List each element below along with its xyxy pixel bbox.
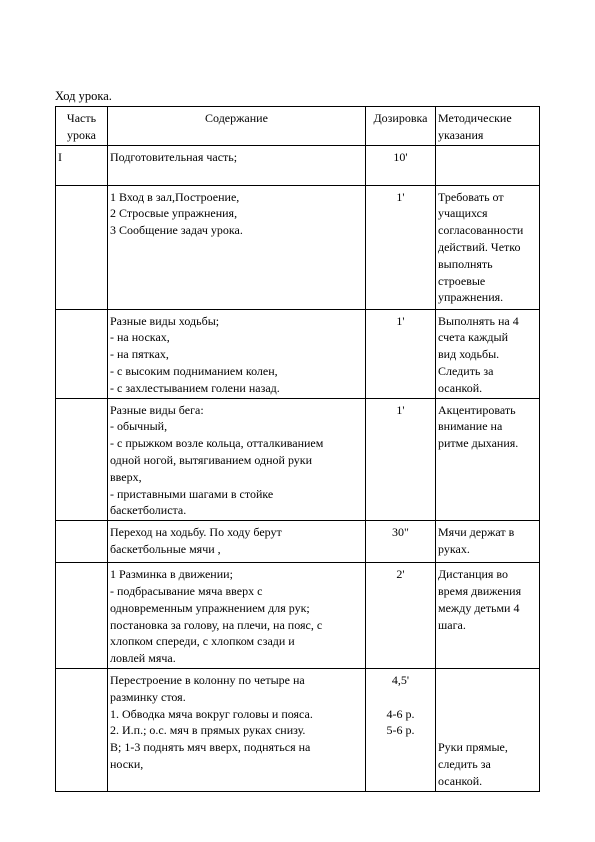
notes-line: Требовать от bbox=[438, 189, 504, 204]
notes-line: время движения bbox=[438, 583, 522, 598]
cell-part bbox=[56, 521, 108, 563]
dosage-value: 4,5' bbox=[391, 672, 410, 687]
content-line: - на пятках, bbox=[110, 347, 169, 362]
cell-part bbox=[56, 398, 108, 521]
table-row bbox=[56, 563, 540, 669]
table-row bbox=[56, 309, 540, 398]
lesson-heading: Ход урока. bbox=[55, 89, 112, 103]
table-row bbox=[56, 185, 540, 309]
cell-notes bbox=[436, 185, 540, 309]
cell-content bbox=[108, 145, 366, 185]
notes-line: упражнения. bbox=[438, 290, 504, 305]
content-line: Подготовительная часть; bbox=[110, 149, 238, 164]
content-line: одной ногой, вытягиванием одной руки bbox=[110, 452, 313, 467]
notes-line: учащихся bbox=[438, 206, 488, 221]
cell-notes bbox=[436, 398, 540, 521]
notes-line: руках. bbox=[438, 541, 470, 556]
cell-content bbox=[108, 309, 366, 398]
content-line: ловлей мяча. bbox=[110, 651, 176, 666]
content-line: баскетбольные мячи , bbox=[110, 541, 221, 556]
content-line: - обычный, bbox=[110, 419, 168, 434]
content-line: - с прыжком возле кольца, отталкиванием bbox=[110, 436, 324, 451]
content-line: 1. Обводка мяча вокруг головы и пояса. bbox=[110, 706, 313, 721]
cell-dosage bbox=[366, 563, 436, 669]
content-line: Разные виды ходьбы; bbox=[110, 313, 220, 328]
dosage-value: 30" bbox=[392, 525, 409, 540]
content-line: носки, bbox=[110, 756, 144, 771]
cell-part bbox=[56, 668, 108, 791]
notes-line: строевые bbox=[438, 273, 486, 288]
cell-part bbox=[56, 563, 108, 669]
content-line: хлопком спереди, с хлопком сзади и bbox=[110, 634, 295, 649]
content-line: 3 Сообщение задач урока. bbox=[110, 223, 243, 238]
notes-line bbox=[438, 706, 537, 723]
notes-line: шага. bbox=[438, 617, 466, 632]
notes-line: осанкой. bbox=[438, 773, 483, 788]
lesson-plan-table bbox=[55, 106, 540, 792]
cell-dosage bbox=[366, 668, 436, 791]
notes-line: следить за bbox=[438, 756, 491, 771]
dosage-value: 1' bbox=[396, 402, 405, 417]
cell-part bbox=[56, 309, 108, 398]
notes-line: между детьми 4 bbox=[438, 600, 520, 615]
cell-notes bbox=[436, 668, 540, 791]
cell-dosage bbox=[366, 185, 436, 309]
notes-line: Мячи держат в bbox=[438, 525, 515, 540]
notes-line bbox=[438, 689, 537, 706]
notes-line: выполнять bbox=[438, 256, 493, 271]
dosage-value: 10' bbox=[393, 149, 408, 164]
content-line: баскетболиста. bbox=[110, 503, 187, 518]
cell-notes bbox=[436, 563, 540, 669]
dosage-value: 5-6 р. bbox=[386, 723, 415, 738]
notes-line: Следить за bbox=[438, 363, 494, 378]
cell-dosage bbox=[366, 521, 436, 563]
notes-line: ритме дыхания. bbox=[438, 436, 519, 451]
cell-dosage bbox=[366, 145, 436, 185]
dosage-value: 1' bbox=[396, 313, 405, 328]
cell-content bbox=[108, 398, 366, 521]
notes-line: Выполнять на 4 bbox=[438, 313, 519, 328]
content-line: 1 Разминка в движении; bbox=[110, 567, 233, 582]
header-part-line: урока bbox=[67, 127, 96, 142]
notes-line: внимание на bbox=[438, 419, 503, 434]
header-dosage: Дозировка bbox=[366, 107, 436, 146]
content-line: Перестроение в колонну по четыре на bbox=[110, 672, 305, 687]
dosage-value: 1' bbox=[396, 189, 405, 204]
content-line: - с высоким подниманием колен, bbox=[110, 363, 278, 378]
content-line: - с захлестыванием голени назад. bbox=[110, 380, 280, 395]
header-notes-line: Методические bbox=[438, 111, 512, 125]
content-line: вверх, bbox=[110, 469, 142, 484]
header-notes-line: указания bbox=[438, 127, 484, 142]
content-line: 2. И.п.; о.с. мяч в прямых руках снизу. bbox=[110, 723, 306, 738]
cell-content bbox=[108, 563, 366, 669]
content-line: - приставными шагами в стойке bbox=[110, 486, 274, 501]
content-line: постановка за голову, на плечи, на пояс, с bbox=[110, 617, 323, 632]
header-notes bbox=[436, 107, 540, 146]
cell-dosage bbox=[366, 398, 436, 521]
dosage-value bbox=[368, 689, 433, 706]
notes-line bbox=[438, 722, 537, 739]
content-line: разминку стоя. bbox=[110, 689, 186, 704]
cell-notes bbox=[436, 521, 540, 563]
table-row bbox=[56, 145, 540, 185]
cell-part: I bbox=[56, 145, 108, 185]
notes-line: вид ходьбы. bbox=[438, 347, 500, 362]
header-part-line: Часть bbox=[66, 111, 97, 125]
content-line: Разные виды бега: bbox=[110, 402, 204, 417]
cell-content bbox=[108, 668, 366, 791]
notes-line: счета каждый bbox=[438, 330, 509, 345]
notes-line: Акцентировать bbox=[438, 402, 516, 417]
table-row bbox=[56, 668, 540, 791]
content-line: - подбрасывание мяча вверх с bbox=[110, 583, 263, 598]
notes-line: осанкой. bbox=[438, 380, 483, 395]
notes-line: Дистанция во bbox=[438, 567, 509, 582]
content-line: В; 1-3 поднять мяч вверх, подняться на bbox=[110, 740, 311, 755]
cell-notes bbox=[436, 145, 540, 185]
table-header-row bbox=[56, 107, 540, 146]
cell-content bbox=[108, 521, 366, 563]
notes-line: действий. Четко bbox=[438, 239, 521, 254]
header-part bbox=[56, 107, 108, 146]
content-line: 1 Вход в зал,Построение, bbox=[110, 189, 240, 204]
notes-line bbox=[438, 672, 537, 689]
content-line: - на носках, bbox=[110, 330, 170, 345]
header-content: Содержание bbox=[108, 107, 366, 146]
dosage-value: 2' bbox=[396, 567, 405, 582]
cell-content bbox=[108, 185, 366, 309]
cell-part bbox=[56, 185, 108, 309]
notes-line: согласованности bbox=[438, 223, 524, 238]
cell-notes bbox=[436, 309, 540, 398]
dosage-value: 4-6 р. bbox=[386, 706, 415, 721]
content-line: Переход на ходьбу. По ходу берут bbox=[110, 525, 282, 540]
table-row bbox=[56, 398, 540, 521]
notes-line: Руки прямые, bbox=[438, 740, 508, 755]
content-line: одновременным упражнением для рук; bbox=[110, 600, 310, 615]
cell-dosage bbox=[366, 309, 436, 398]
content-line: 2 Стросвые упражнения, bbox=[110, 206, 238, 221]
table-row bbox=[56, 521, 540, 563]
